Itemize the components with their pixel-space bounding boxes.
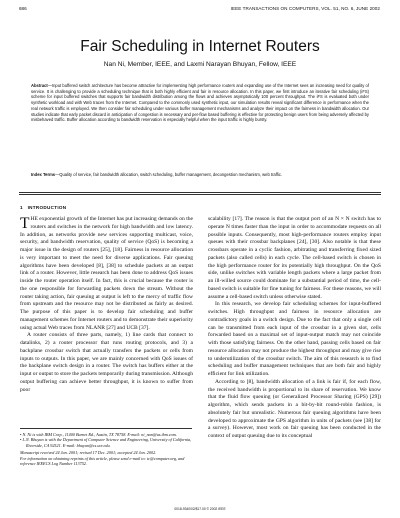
intro-paragraph-1 — [20, 216, 193, 332]
section-number: 1 — [20, 205, 23, 210]
footnote-affiliation-2-text: L.N. Bhuyan is with the Department of Computer Science and Engineering, University of California, Riverside, CA 92521. E-mail: bhuyan@cs.ucr.edu. — [22, 437, 192, 448]
footnotes — [20, 428, 193, 466]
footnote-affiliation-1-text: N. Ni is with IBM Corp., 11400 Burnet Rd., Austin, TX 78758. E-mail: ni_nan@us.ibm.com. — [22, 432, 177, 437]
index-terms — [31, 172, 369, 178]
abstract-text: —Input buffered switch architecture has become attractive for implementing high performance routers and expanding use of the Internet sees an increasing need for quality of service. It is challenging to provide a scheduling technique that is both highly efficient and fair in resource allocation. In this paper, we first introduce an iterative fair scheduling (iFS) scheme for input buffered switches that supports fair bandwidth distribution among the flows and achieves asymptotically 100 percent throughput. The iFS is evaluated both under synthetic workload and with Web traces from the Internet. Compared to the commonly used synthetic input, our simulation results reveal significant difference in performance when the real network traffic is employed. We then consider fair scheduling under various buffer management mechanisms and analyze their impact on the fairness in bandwidth allocation. Our studies indicate that early packet discard in anticipation of congestion is necessary and per-flow based buffering is effective for protecting benign users from being adversely affected by misbehaved traffic. Buffer allocation according to bandwidth reservation is especially helpful when the input traffic is highly bursty. — [31, 83, 369, 123]
index-terms-label: Index Terms — [31, 172, 56, 177]
index-terms-text: —Quality of service, fair bandwidth allocation, switch scheduling, buffer management, decongestion mechanism, web traffic. — [55, 172, 283, 177]
abstract — [31, 83, 369, 123]
abstract-divider-rule-lower — [19, 194, 381, 195]
drop-cap: T — [20, 216, 30, 232]
page-number: 686 — [19, 6, 27, 11]
paper-title: Fair Scheduling in Internet Routers — [80, 38, 320, 55]
copyright-line: 0018-9340/02/$17.00 © 2002 IEEE — [174, 507, 226, 511]
section-title: INTRODUCTION — [27, 205, 67, 210]
footnote-affiliation-2: • L.N. Bhuyan is with the Department of Computer Science and Engineering, University of California, Riverside, CA 92521. E-mail: bhuyan@cs.ucr.edu. — [20, 437, 192, 448]
footnote-affiliation-1: • N. Ni is with IBM Corp., 11400 Burnet Rd., Austin, TX 78758. E-mail: ni_nan@us.ibm.com. — [20, 432, 177, 437]
intro-paragraph-1-text: HE exponential growth of the Internet has put increasing demands on the routers and switches in the network for high bandwidth and low latency. In addition, as networks provide new services supporting multicast, voice, security, and bandwidth reservation, quality of service (QoS) is becoming a major issue in the design of routers [25], [18]. Fairness in resource allocation is very important to meet the need for diverse applications. Fair queuing algorithms have been developed [8], [38] to schedule packets at an output link of a router. However, little research has been done to address QoS issues inside the router operation itself. In fact, this is crucial because the router is the one responsible for forwarding packets down the stream. Without the router taking action, fair queuing at output is left to the mercy of traffic flow from upstream and the resource may not be distributed as fairly as desired. The purpose of this paper is to develop fair scheduling and buffer management schemes for Internet routers and to demonstrate their superiority using actual Web traces from NLANR [27] and UCB [37]. — [20, 216, 193, 331]
journal-header: IEEE TRANSACTIONS ON COMPUTERS, VOL. 51, NO. 6, JUNE 2002 — [230, 6, 380, 11]
reprints-note: For information on obtaining reprints of this article, please send e-mail to: tc@computer.org, and reference IEEECS Log Number 113752. — [20, 455, 185, 467]
intro-paragraph-2: A router consists of three parts, namely, 1) line cards that connect to datalinks, 2) a router processor that runs routing protocols, and 3) a backplane crossbar switch that actually transfers the packets or cells from inputs to outputs. In this paper, we are mainly concerned with QoS issues of the backplane switch design in a router. The switch has buffers either at the input or output to store the packets temporarily during transmission. Although output buffering can achieve better throughput, it is known to suffer from poor — [20, 332, 193, 393]
running-head — [19, 6, 380, 14]
right-paragraph-2: In this research, we develop fair scheduling schemes for input-buffered switches. High throughput and fairness in resource allocation are contradictory goals in a switch design. Due to the fact that only a single cell can be transmitted from each input of the crossbar in a given slot, cells forwarded based on a maximal set of input-output match may not coincide with those satisfying fairness. On the other hand, passing cells based on fair resource allocation may not produce the highest throughput and may give rise to underutilization of the crossbar switch. The aim of this research is to find scheduling and buffer management techniques that are both fair and highly efficient for link utilization. — [208, 301, 381, 377]
right-paragraph-1: scalability [17]. The reason is that the output port of an N × N switch has to operate N times faster than the input in order to accommodate requests on all possible inputs. Consequently, most high-performance routers employ input queues with their crossbar backplanes [24], [30]. Also notable is that these crossbars operate in a cyclic fashion, arbitrating and transferring fixed sized packets (also called cells) in each cycle. The cell-based switch is chosen in the high performance router for its potentially high throughput. On the QoS side, unlike switches with variable length packets where a large packet from an ill-willed source could dominate for a substantial period of time, the cell-based switch is suitable for fine tuning for fairness. For these reasons, we will assume a cell-based switch unless otherwise stated. — [208, 216, 381, 300]
right-column — [208, 216, 381, 508]
manuscript-dates: Manuscript received 24 Jan. 2001; revised 17 Dec. 2001; accepted 24 Jan. 2002. — [20, 450, 157, 456]
abstract-label: Abstract — [31, 83, 48, 88]
right-paragraph-3: According to [8], bandwidth allocation of a link is fair if, for each flow, the received bandwidth is proportional to its share of reservation. We know that the fluid flow queuing (or Generalized Processor Sharing (GPS) [29]) algorithm, which sends packets in a bit-by-bit round-robin fashion, is absolutely fair but unrealistic. Numerous fair queuing algorithms have been developed to approximate the GPS algorithm in units of packets (see [38] for a survey). However, most work on fair queuing has been conducted in the context of output queuing due to its conceptual — [208, 378, 381, 439]
footnote-rule — [20, 428, 192, 429]
author-line: Nan Ni, Member, IEEE, and Laxmi Narayan Bhuyan, Fellow, IEEE — [103, 61, 297, 68]
abstract-divider-rule — [19, 192, 381, 193]
section-heading — [20, 205, 66, 210]
